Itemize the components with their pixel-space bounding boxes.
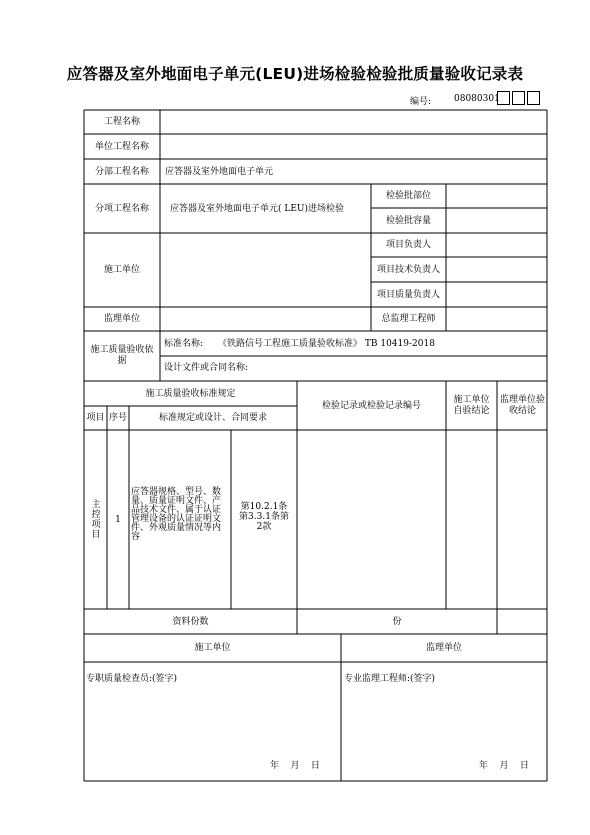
docs-count-unit: 份 — [392, 616, 402, 627]
standard-name-label: 标准名称: — [164, 339, 204, 349]
code-label: 编号: — [410, 97, 432, 107]
requirement-header: 标准规定或设计、合同要求 — [158, 413, 267, 423]
main-control-category: 主控项目 — [91, 499, 101, 540]
record-header: 检验记录或检验记录编号 — [321, 400, 421, 411]
tech-manager-label: 项目技术负责人 — [376, 264, 440, 275]
supervise-conclusion-header: 监理单位验收结论 — [500, 394, 546, 416]
inspection-capacity-label: 检验批容量 — [385, 215, 431, 226]
page-title: 应答器及室外地面电子单元(LEU)进场检验检验批质量验收记录表 — [66, 65, 524, 83]
sub-division-label: 分部工程名称 — [94, 166, 149, 177]
code-value: 08080301 — [454, 94, 500, 104]
chief-supervisor-label: 总监理工程师 — [381, 314, 436, 324]
project-manager-label: 项目负责人 — [385, 240, 431, 250]
construct-date: 年 月 日 — [270, 761, 320, 771]
unit-project-field[interactable] — [160, 134, 547, 159]
quality-manager-label: 项目质量负责人 — [376, 289, 440, 300]
project-name-field[interactable] — [160, 110, 547, 134]
footer-construct-unit: 施工单位 — [194, 643, 231, 653]
supervisor-signature[interactable]: 专业监理工程师:(签字) — [344, 674, 436, 684]
standard-name-value: 《铁路信号工程施工质量验收标准》 TB 10419-2018 — [218, 339, 435, 349]
quality-inspector-signature[interactable]: 专职质量检查员:(签字) — [86, 674, 178, 684]
inspection-capacity-field[interactable] — [446, 208, 547, 233]
construct-conclusion-header: 施工单位自验结论 — [453, 394, 490, 416]
sub-item-value: 应答器及室外地面电子单元( LEU)进场检验 — [170, 204, 345, 214]
main-item-record-field[interactable] — [297, 430, 446, 609]
seq-header: 序号 — [108, 413, 127, 423]
construction-unit-field[interactable] — [160, 233, 371, 307]
main-item-construct-conclusion[interactable] — [446, 430, 497, 609]
docs-count-label: 资料份数 — [172, 616, 209, 627]
main-item-seq: 1 — [115, 514, 121, 525]
unit-project-label: 单位工程名称 — [94, 141, 149, 152]
sub-division-value: 应答器及室外地面电子单元 — [165, 167, 274, 177]
design-doc-label: 设计文件或合同名称: — [164, 363, 249, 373]
sub-item-label: 分项工程名称 — [94, 203, 149, 214]
item-header: 项目 — [86, 413, 105, 423]
main-item-requirement: 应答器规格、型号、数量、质量证明文件、产品技术文件、属于认证管理设备的认证证明文件、外观质量情况等内容 — [131, 487, 222, 542]
inspection-location-label: 检验批部位 — [385, 191, 431, 201]
inspection-location-field[interactable] — [446, 184, 547, 208]
acceptance-basis-label: 施工质量验收依据 — [90, 345, 154, 366]
construction-unit-label: 施工单位 — [103, 265, 140, 275]
supervision-unit-label: 监理单位 — [103, 314, 140, 324]
main-item-clause: 第10.2.1条第3.3.1条第2款 — [239, 502, 289, 532]
project-name-label: 工程名称 — [103, 117, 140, 127]
spec-header: 施工质量验收标准规定 — [145, 388, 236, 399]
supervise-date: 年 月 日 — [479, 761, 529, 771]
footer-supervise-unit: 监理单位 — [425, 643, 462, 653]
main-item-supervise-conclusion[interactable] — [497, 430, 547, 609]
